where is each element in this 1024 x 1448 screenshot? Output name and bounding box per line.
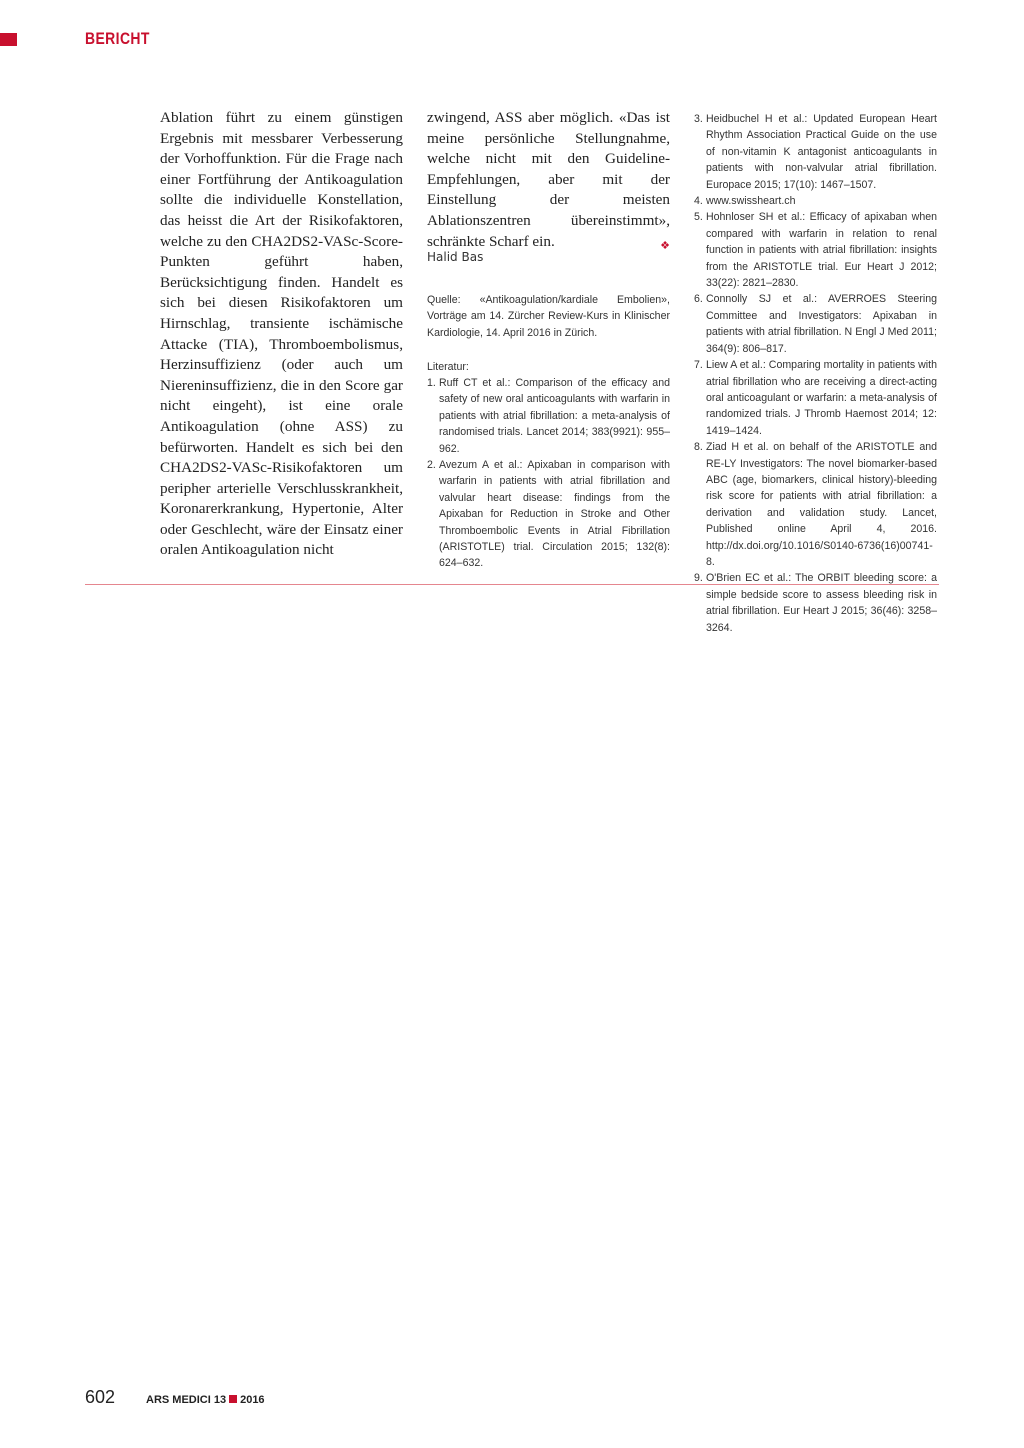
author-name: Halid Bas: [427, 250, 484, 264]
body-column-2: [427, 108, 670, 256]
section-divider: [85, 584, 939, 585]
reference-item: 7. Liew A et al.: Comparing mortality in patients with atrial fibrillation who are receiving a direct-acting oral anticoagulant or warfarin: a meta-analysis of randomized trials. J Thromb Haemost 2014; 12: 1419–1424.: [694, 359, 937, 437]
reference-item: 9. O'Brien EC et al.: The ORBIT bleeding score: a simple bedside score to assess bleeding risk in atrial fibrillation. Eur Heart J 2015; 36(46): 3258–3264.: [694, 572, 937, 634]
reference-item: 4. www.swissheart.ch: [694, 195, 796, 208]
reference-item: 1. Ruff CT et al.: Comparison of the efficacy and safety of new oral anticoagulants with warfarin in patients with atrial fibrillation: a meta-analysis of randomised trials. Lancet 2014; 383(9921): 955–962.: [427, 377, 670, 455]
reference-list-b: [694, 111, 937, 636]
source-note: Quelle: «Antikoagulation/kardiale Embolien», Vorträge am 14. Zürcher Review-Kurs in Klinischer Kardiologie, 14. April 2016 in Zürich.: [427, 294, 670, 339]
section-marker: [0, 33, 17, 46]
literature-label: Literatur:: [427, 361, 469, 373]
page-number: 602: [85, 1387, 116, 1407]
section-title: BERICHT: [85, 29, 150, 48]
body-column-1: Ablation führt zu einem günstigen Ergebnis mit messbarer Verbesserung der Vorhoffunktion. Für die Frage nach einer Fortführung der Antikoagulation sollte die individuelle Konstellation, das heisst die Art der Risikofaktoren, welche zu den CHA2DS2-VASc-Score-Punkten geführt haben, Berücksichtigung finden. Handelt es sich bei diesen Risikofaktoren um Hirnschlag, transiente ischämische Attacke (TIA), Thromboembolismus, Herzinsuffizienz (oder auch um Niereninsuffizienz, die in den Score gar nicht eingeht), ist eine orale Antikoagulation (ohne ASS) zu befürworten. Handelt es sich bei den CHA2DS2-VASc-Risikofaktoren um peripher arterielle Verschlusskrankheit, Koronarerkrankung, Hypertonie, Alter oder Geschlecht, wäre der Einsatz einer oralen Antikoagulation nicht: [160, 109, 403, 559]
journal-name: ARS MEDICI 13: [146, 1394, 227, 1406]
body-column-2-text: zwingend, ASS aber möglich. «Das ist meine persönliche Stellungnahme, welche nicht mit den Guideline-Empfehlungen, aber mit der Einstellung der meisten Ablationszentren übereinstimmt», schränkte Scharf ein.: [427, 109, 670, 250]
reference-item: 6. Connolly SJ et al.: AVERROES Steering Committee and Investigators: Apixaban in patients with atrial fibrillation. N Engl J Med 2011; 364(9): 806–817.: [694, 293, 937, 355]
square-icon: [229, 1395, 237, 1403]
end-mark-icon: ❖: [660, 239, 670, 252]
journal-year: 2016: [240, 1394, 265, 1406]
reference-list-a: [427, 375, 670, 572]
reference-item: 5. Hohnloser SH et al.: Efficacy of apixaban when compared with warfarin in relation to renal function in patients with atrial fibrillation: insights from the ARISTOTLE trial. Eur Heart J 2012; 33(22): 2821–2830.: [694, 211, 937, 290]
reference-item: 8. Ziad H et al. on behalf of the ARISTOTLE and RE-LY Investigators: The novel biomarker-based ABC (age, biomarkers, clinical history)-bleeding risk score for patients with atrial fibrillation: a derivation and validation study. Lancet, Published online April 4, 2016. http://dx.doi.org/10.1016/S0140-6736(16)00741-8.: [694, 441, 937, 568]
journal-footer: [146, 1394, 265, 1406]
reference-item: 2. Avezum A et al.: Apixaban in comparison with warfarin in patients with atrial fibrillation and valvular heart disease: findings from the Apixaban for Reduction in Stroke and Other Thromboembolic Events in Atrial Fibrillation (ARISTOTLE) trial. Circulation 2015; 132(8): 624–632.: [427, 459, 670, 570]
reference-item: 3. Heidbuchel H et al.: Updated European Heart Rhythm Association Practical Guide on the use of non-vitamin K antagonist anticoagulants in patients with non-valvular atrial fibrillation. Europace 2015; 17(10): 1467–1507.: [694, 113, 937, 191]
